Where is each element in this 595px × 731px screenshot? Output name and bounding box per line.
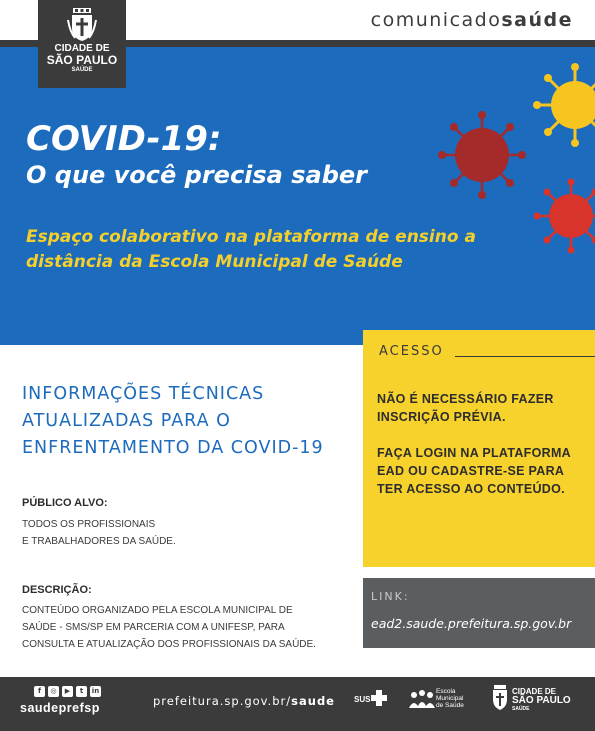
access-heading: ACESSO bbox=[379, 344, 444, 359]
descricao-label: DESCRIÇÃO: bbox=[22, 584, 92, 596]
twitter-icon[interactable]: t bbox=[76, 686, 87, 697]
access-text-login: FAÇA LOGIN NA PLATAFORMA EAD OU CADASTRE-SE PARA TER ACESSO AO CONTEÚDO. bbox=[377, 446, 571, 496]
footer-website-link[interactable]: prefeitura.sp.gov.br/saude bbox=[153, 694, 335, 708]
access-text-inscricao: NÃO É NECESSÁRIO FAZER INSCRIÇÃO PRÉVIA. bbox=[377, 392, 554, 424]
access-divider bbox=[455, 356, 595, 357]
city-logo bbox=[38, 0, 126, 88]
logo-text-cidade: CIDADE DE bbox=[54, 43, 110, 54]
sus-cross-icon bbox=[371, 690, 387, 706]
logo-text-sao-paulo: SÃO PAULO bbox=[46, 53, 118, 67]
access-box bbox=[363, 330, 595, 567]
hero-title-line2: O que você precisa saber bbox=[26, 161, 368, 189]
footer-crest-icon bbox=[490, 685, 510, 711]
crest-icon bbox=[67, 8, 97, 42]
publico-alvo-label: PÚBLICO ALVO: bbox=[22, 497, 108, 509]
hero-banner bbox=[0, 47, 595, 345]
link-box bbox=[363, 578, 595, 648]
footer-city-logo: CIDADE DE SÃO PAULO SAÚDE bbox=[512, 687, 571, 712]
hero-subtitle: Espaço colaborativo na plataforma de ensino a distância da Escola Municipal de Saúde bbox=[26, 227, 476, 272]
logo-text-saude: SAÚDE bbox=[71, 67, 93, 73]
footer bbox=[0, 677, 595, 731]
virus-red-icon bbox=[436, 109, 528, 201]
facebook-icon[interactable]: f bbox=[34, 686, 45, 697]
virus-orange-icon bbox=[532, 177, 595, 255]
ead-link[interactable]: ead2.saude.prefeitura.sp.gov.br bbox=[371, 616, 572, 631]
social-icons bbox=[34, 686, 101, 697]
escola-municipal-logo-icon bbox=[408, 690, 436, 708]
instagram-icon[interactable]: ◎ bbox=[48, 686, 59, 697]
escola-municipal-text: Escola Municipal de Saúde bbox=[436, 688, 464, 709]
link-label: LINK: bbox=[371, 590, 410, 603]
youtube-icon[interactable]: ▶ bbox=[62, 686, 73, 697]
publico-alvo-text: TODOS OS PROFISSIONAIS E TRABALHADORES DA SAÚDE. bbox=[22, 519, 176, 547]
sus-label: SUS bbox=[354, 695, 371, 704]
virus-yellow-icon bbox=[532, 62, 595, 148]
social-handle: saudeprefsp bbox=[20, 701, 100, 715]
hero-title: COVID-19: bbox=[26, 119, 222, 159]
linkedin-icon[interactable]: in bbox=[91, 687, 100, 695]
descricao-text: CONTEÚDO ORGANIZADO PELA ESCOLA MUNICIPAL DE SAÚDE - SMS/SP EM PARCERIA COM A UNIFESP, PARA CONSULTA E ATUALIZAÇÃO DOS PROFISSIONAIS DA SAÚDE. bbox=[22, 605, 316, 650]
info-heading: INFORMAÇÕES TÉCNICAS ATUALIZADAS PARA O ENFRENTAMENTO DA COVID-19 bbox=[22, 384, 324, 458]
comunicado-saude-wordmark: comunicadosaúde bbox=[370, 9, 573, 31]
